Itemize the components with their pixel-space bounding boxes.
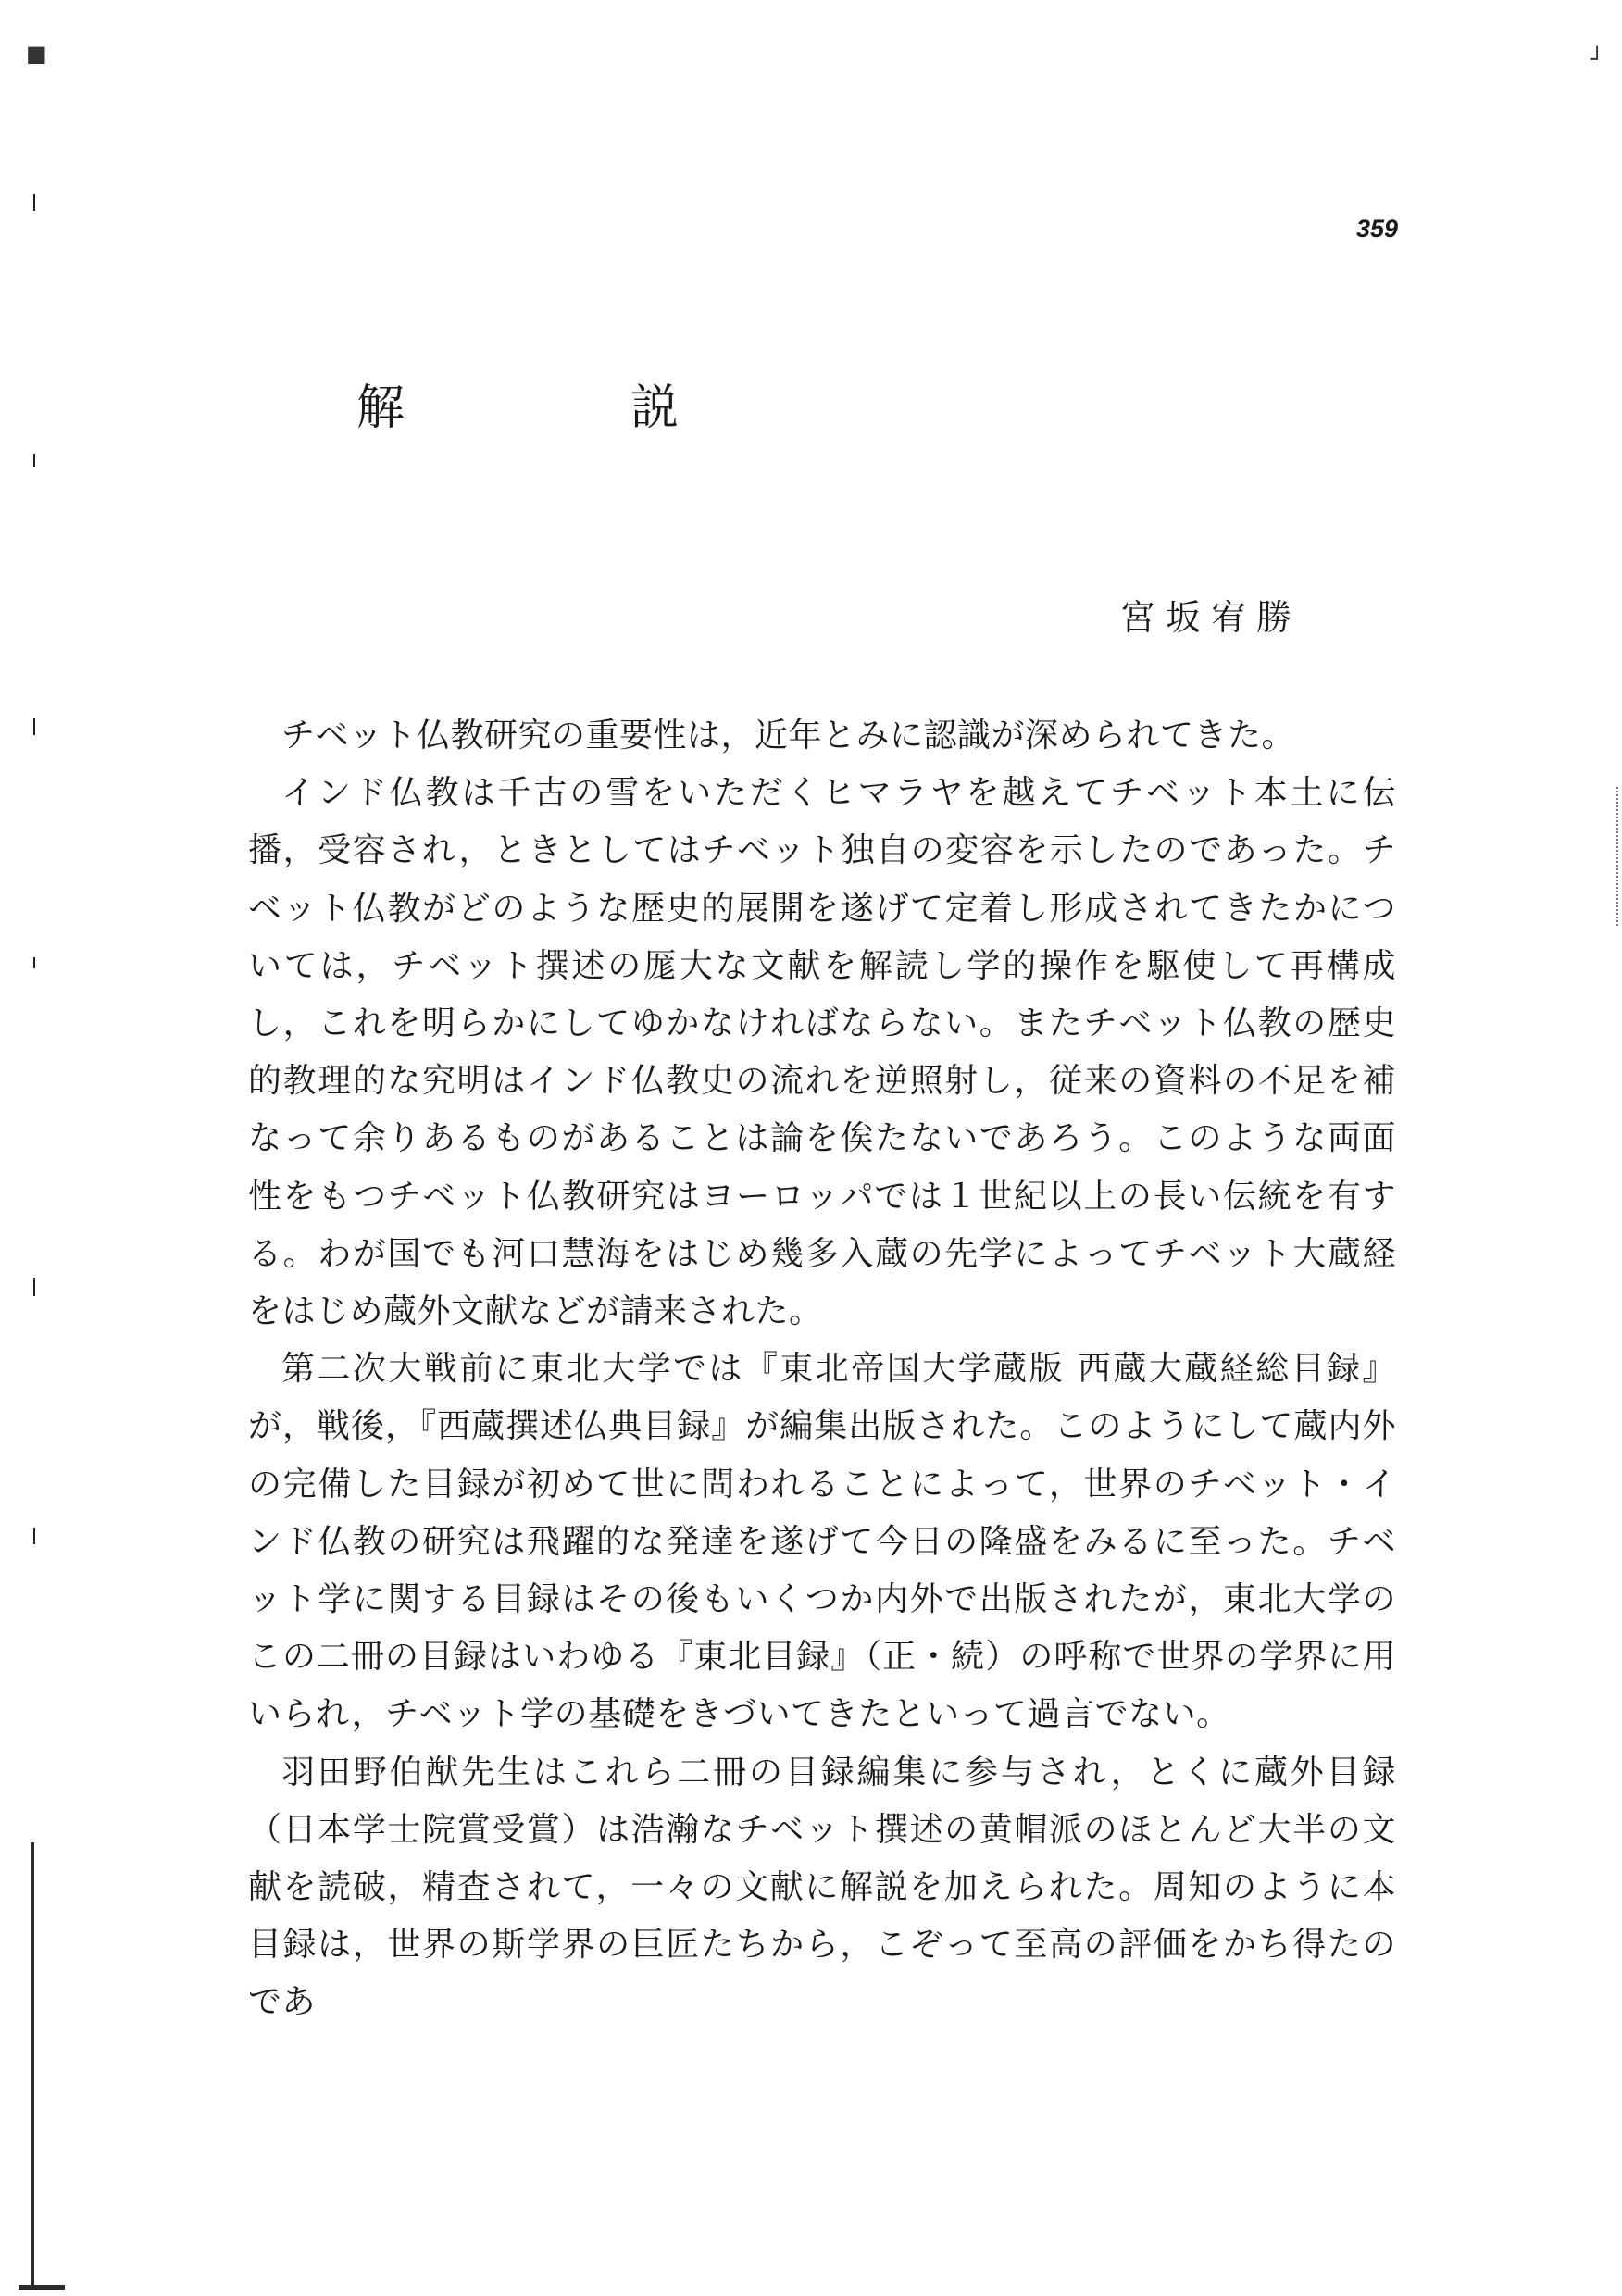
scan-binding-line: [31, 1842, 34, 2287]
scan-binding-foot: [19, 2285, 65, 2290]
author-name: 宮坂宥勝: [1120, 597, 1303, 638]
scan-corner-mark-left: ■: [26, 41, 47, 67]
scan-corner-mark-right: ┘: [1591, 46, 1604, 72]
scan-margin-mark: [33, 718, 35, 735]
paragraph: 第二次大戦前に東北大学では『東北帝国大学蔵版 西蔵大蔵経総目録』が，戦後，『西蔵撰述仏典目録』が編集出版された。このようにして蔵内外の完備した目録が初めて世に問われることによって，世界のチベット・インド仏教の研究は飛躍的な発達を遂げて今日の隆盛をみるに至った。チベット学に関する目録はその後もいくつか内外で出版されたが，東北大学のこの二冊の目録はいわゆる『東北目録』（正・続）の呼称で世界の学界に用いられ，チベット学の基礎をきづいてきたといって過言でない。: [248, 1350, 1396, 1734]
paragraph: 羽田野伯猷先生はこれら二冊の目録編集に参与され，とくに蔵外目録（日本学士院賞受賞）は浩瀚なチベット撰述の黄帽派のほとんど大半の文献を読破，精査されて，一々の文献に解説を加えられた。周知のように本目録は，世界の斯学界の巨匠たちから，こぞって至高の評価をかち得たのであ: [248, 1753, 1396, 2022]
scan-right-edge-dots: [1616, 787, 1621, 926]
scan-margin-mark: [33, 1528, 35, 1544]
scan-margin-mark: [33, 454, 35, 467]
scan-margin-mark: [33, 1278, 35, 1296]
page-number: 359: [1355, 215, 1398, 243]
scan-margin-mark: [33, 194, 35, 211]
paragraph: チベット仏教研究の重要性は，近年とみに認識が深められてきた。: [281, 717, 1296, 755]
paragraph: インド仏教は千古の雪をいただくヒマラヤを越えてチベット本土に伝播，受容され，ときとしてはチベット独自の変容を示したのであった。チベット仏教がどのような歴史的展開を遂げて定着し形成されてきたかについては，チベット撰述の厖大な文献を解読し学的操作を駆使して再構成し，これを明らかにしてゆかなければならない。またチベット仏教の歴史的教理的な究明はインド仏教史の流れを逆照射し，従来の資料の不足を補なって余りあるものがあることは論を俟たないであろう。このような両面性をもつチベット仏教研究はヨーロッパでは１世紀以上の長い伝統を有する。わが国でも河口慧海をはじめ幾多入蔵の先学によってチベット大蔵経をはじめ蔵外文献などが請来された。: [248, 774, 1396, 1331]
body-text: [248, 707, 1396, 2032]
scan-margin-mark: [33, 957, 35, 968]
page-title: 解 説: [356, 381, 768, 436]
